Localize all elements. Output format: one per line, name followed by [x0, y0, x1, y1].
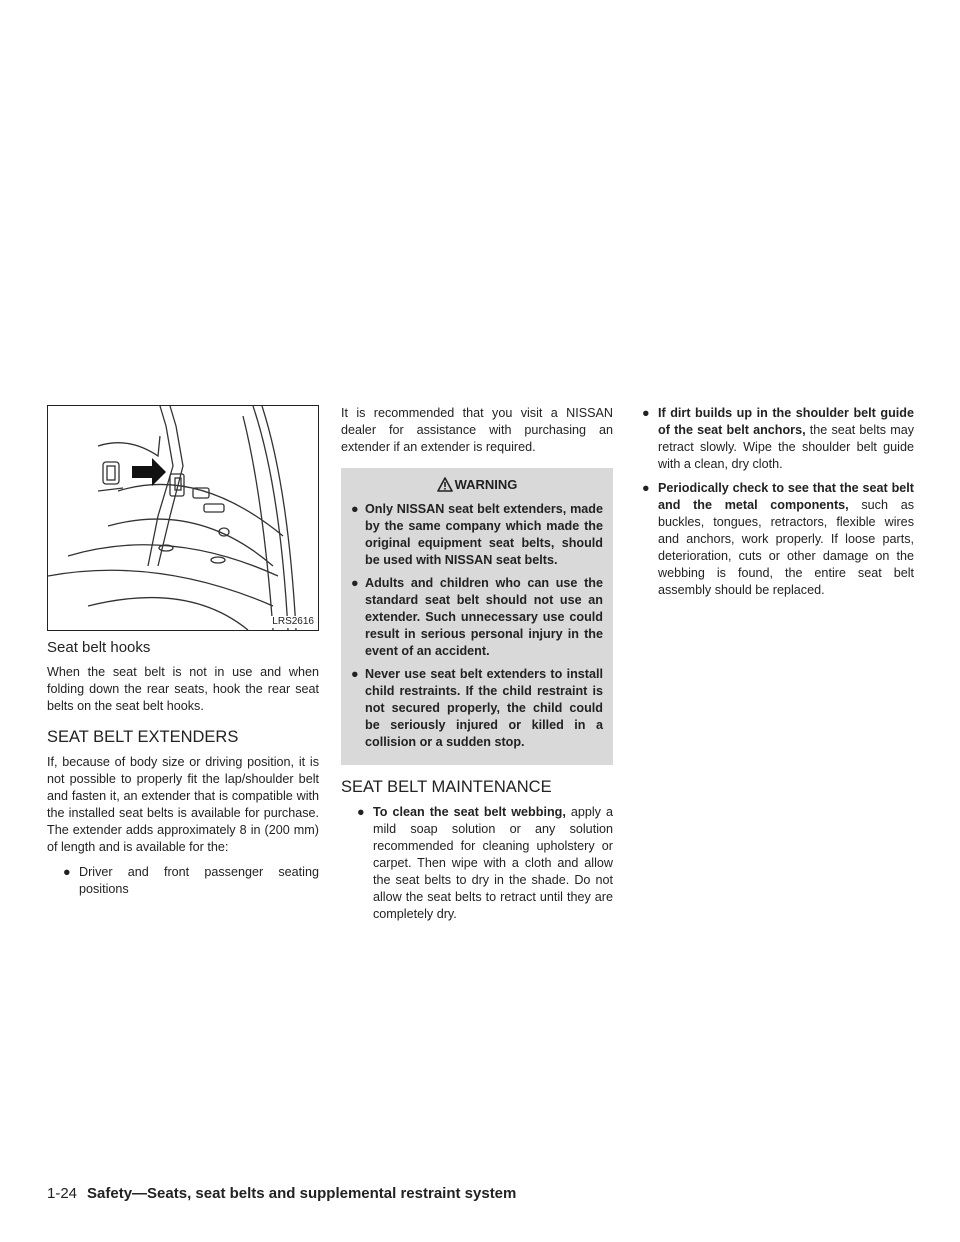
seat-belt-hooks-heading: Seat belt hooks: [47, 639, 151, 656]
list-item: ● To clean the seat belt webbing, apply a mild soap solution or any solution recommended for cleaning upholstery or carpet. Then wipe with a cloth and allow the seat belts to dry in the shade. Do not allow the seat belts to retract until they are completely dry.: [357, 805, 613, 921]
list-item: ● If dirt builds up in the shoulder belt guide of the seat belt anchors, the seat belts may retract slowly. Wipe the shoulder belt guide with a clean, dry cloth.: [642, 406, 914, 471]
seat-belt-hooks-drawing: [48, 406, 318, 630]
seat-belt-extenders-heading: SEAT BELT EXTENDERS: [47, 728, 239, 746]
seat-belt-hooks-illustration: [47, 405, 319, 631]
column-3: [642, 405, 914, 606]
dealer-recommendation-text: It is recommended that you visit a NISSAN dealer for assistance with purchasing an extender if an extender is required.: [341, 406, 613, 454]
seat-belt-hooks-text: When the seat belt is not in use and when folding down the rear seats, hook the rear seat belts on the seat belt hooks.: [47, 665, 319, 713]
list-item: ● Driver and front passenger seating positions: [63, 865, 319, 896]
warning-title: WARNING: [454, 477, 518, 492]
seat-belt-maintenance-heading: SEAT BELT MAINTENANCE: [341, 778, 552, 796]
warning-item: ● Adults and children who can use the standard seat belt should not use an extender. Such unnecessary use could result in serious personal injury in the event of an accident.: [351, 576, 603, 658]
warning-box: [341, 468, 613, 765]
pointer-arrow-icon: [132, 458, 166, 486]
column-2: [341, 405, 613, 930]
warning-item: ● Never use seat belt extenders to install child restraints. If the child restraint is not secured properly, the child could be seriously injured or killed in a collision or a sudden stop.: [351, 667, 603, 749]
bullet-icon: ●: [63, 865, 71, 879]
warning-item: ● Only NISSAN seat belt extenders, made by the same company which made the original equipment seat belts, should be used with NISSAN seat belts.: [351, 502, 603, 567]
warning-header: [351, 468, 603, 501]
warning-triangle-icon: [437, 477, 453, 492]
seat-belt-extenders-text: If, because of body size or driving position, it is not possible to properly fit the lap/shoulder belt and fasten it, an extender that is compatible with the installed seat belts is available for purchase. The extender adds approximately 8 in (200 mm) of length and is available for the:: [47, 755, 319, 854]
page-number: 1-24: [47, 1185, 78, 1202]
figure-label: LRS2616: [272, 616, 314, 627]
chapter-title: Safety—Seats, seat belts and supplemental restraint system: [87, 1185, 517, 1202]
list-item: ● Periodically check to see that the seat belt and the metal components, such as buckles, tongues, retractors, flexible wires and anchors, work properly. If loose parts, deterioration, cuts or other damage on the webbing is found, the entire seat belt assembly should be replaced.: [642, 481, 914, 597]
column-1: [47, 405, 319, 905]
page-footer: [47, 1185, 516, 1202]
